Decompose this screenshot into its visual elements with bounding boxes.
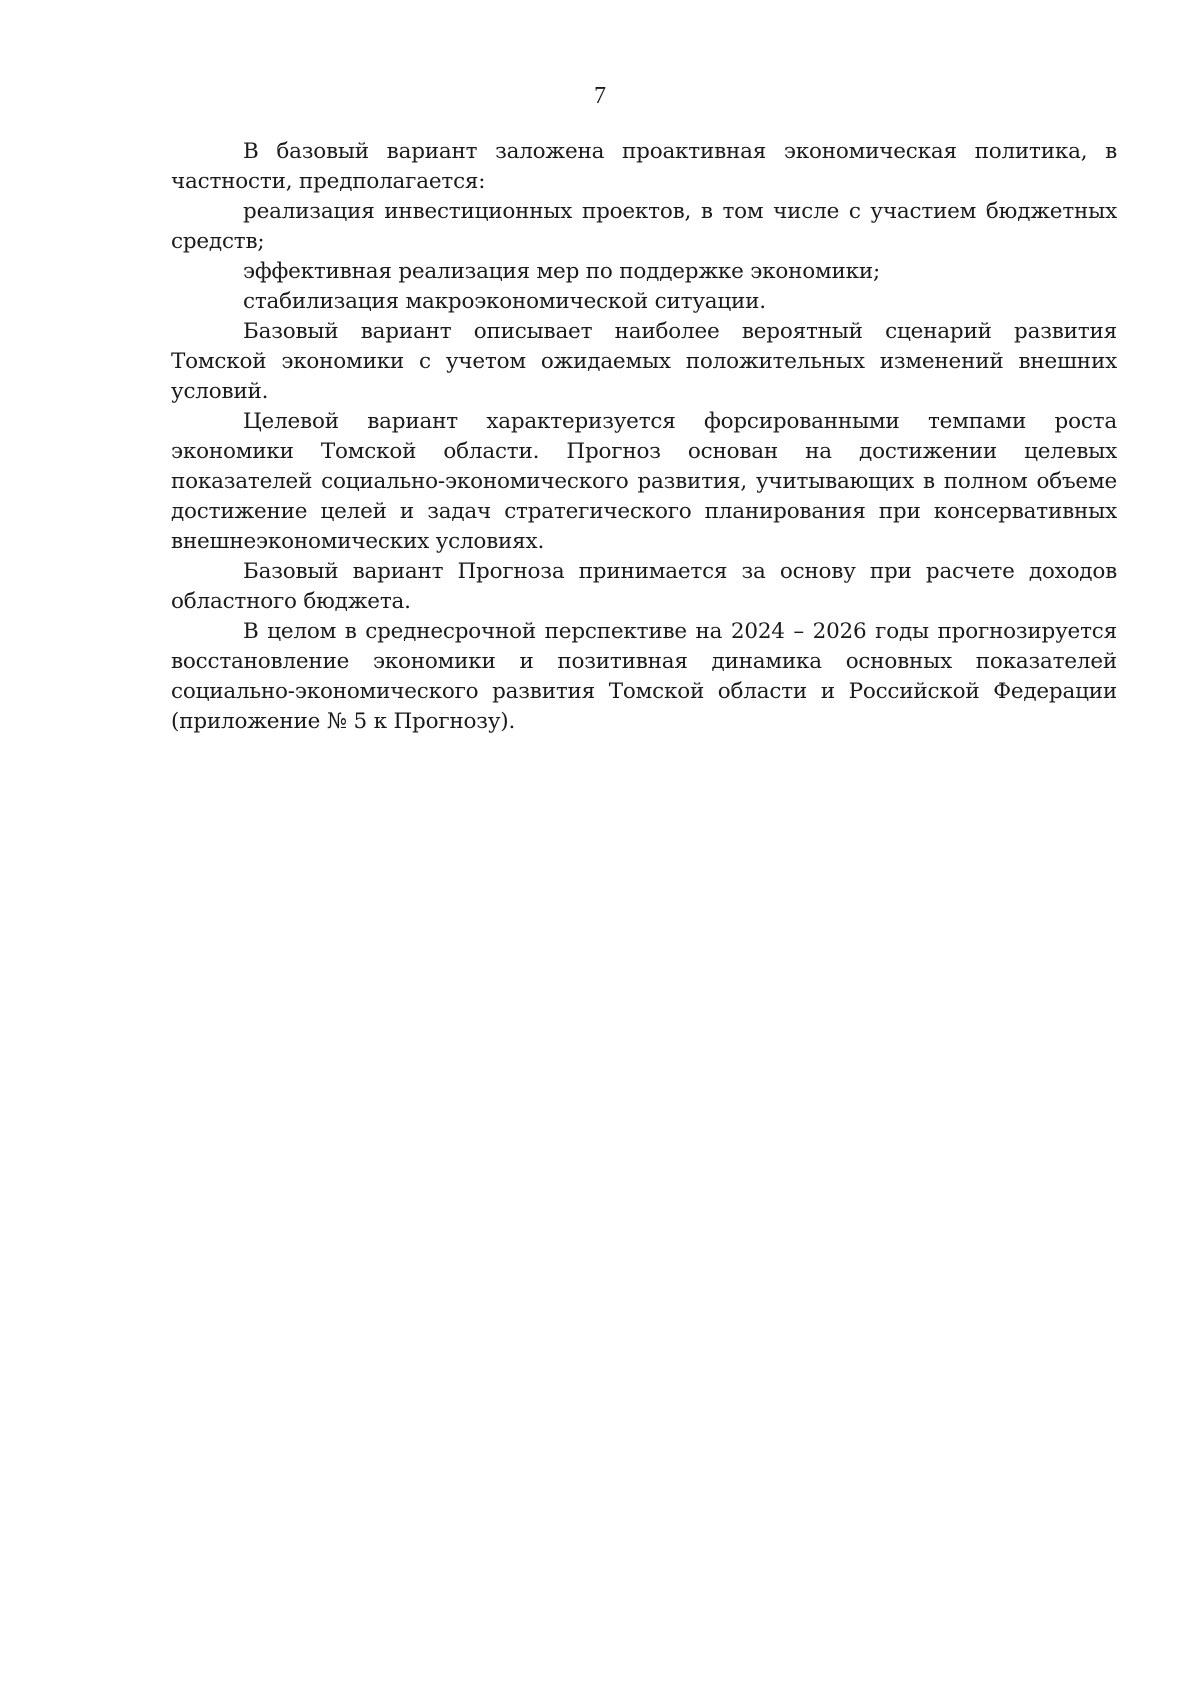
paragraph-stabilization: стабилизация макроэкономической ситуации. <box>243 289 766 314</box>
paragraph-budget-basis: Базовый вариант Прогноза принимается за основу при расчете доходов областного бюджета. <box>171 559 1117 614</box>
page-number: 7 <box>594 83 606 109</box>
paragraph-base-variant-policy: В базовый вариант заложена проактивная экономическая политика, в частности, предполагается: <box>171 139 1117 194</box>
paragraph-support-measures: эффективная реализация мер по поддержке экономики; <box>243 259 881 284</box>
paragraph-base-variant-scenario: Базовый вариант описывает наиболее вероятный сценарий развития Томской экономики с учетом ожидаемых положительных изменений внешних условий. <box>171 319 1117 404</box>
paragraph-investment-projects: реализация инвестиционных проектов, в том числе с участием бюджетных средств; <box>171 199 1117 254</box>
body-text <box>171 137 1117 737</box>
paragraph-medium-term-outlook: В целом в среднесрочной перспективе на 2024 – 2026 годы прогнозируется восстановление экономики и позитивная динамика основных показателей социально-экономического развития Томской области и Российской Федерации (приложение № 5 к Прогнозу). <box>171 619 1117 734</box>
paragraph-target-variant: Целевой вариант характеризуется форсированными темпами роста экономики Томской области. Прогноз основан на достижении целевых показателей социально-экономического развития, учитывающих в полном объеме достижение целей и задач стратегического планирования при консервативных внешнеэкономических условиях. <box>171 409 1117 554</box>
